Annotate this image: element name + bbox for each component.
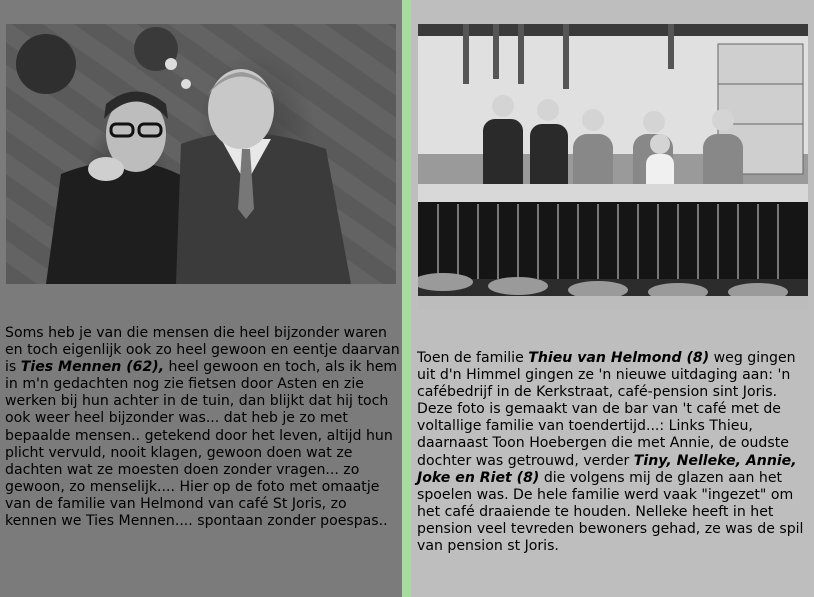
panel-divider [402,0,411,597]
right-caption [417,350,812,555]
right-caption-name-2: Tiny, Nelleke, Annie, Joke en Riet (8) [417,452,797,486]
photo-cafe-bar-family-icon [418,24,808,309]
right-caption-text-2: weg gingen uit d'n Himmel gingen ze 'n nieuwe uitdaging aan: 'n cafébedrijf in de Kerkstraat, café-pension sint Joris. Deze foto is gemaakt van de bar van 't café met de voltallige familie van toendertijd...: Links Thieu, daarnaast Toon Hoebergen die met Annie, de oudste dochter was getrouwd, verder [417,350,796,469]
right-caption-text-1: Toen de familie [417,350,529,366]
right-caption-name-1: Thieu van Helmond (8) [528,350,710,366]
photo-bar-drawing [418,24,808,309]
left-caption-text-1: Soms heb je van die mensen die heel bijzonder waren en toch eigenlijk ook zo heel gewoon en eentje daarvan is [5,325,400,376]
left-caption [5,325,400,530]
left-caption-text-2: heel gewoon en toch, als ik hem in m'n gedachten nog zie fietsen door Asten en zie werken bij hun achter in de tuin, dan blijkt dat hij toch ook weer heel bijzonder was... dat heb je zo met bepaalde mensen.. getekend door het leven, altijd hun plicht vervuld, nooit klagen, gewoon doen wat ze dachten wat ze moesten doen zonder vragen... zo gewoon, zo menselijk.... Hier op de foto met omaatje van de familie van Helmond van café St Joris, zo kennen we Ties Mennen.... spontaan zonder poespas.. [5,359,398,530]
right-caption-text-3: die volgens mij de glazen aan het spoelen was. De hele familie werd vaak "ingezet" om het café draaiende te houden. Nelleke heeft in het pension veel tevreden bewoners gehad, ze was de spil van pension st Joris. [417,469,804,555]
photo-elderly-couple-icon [6,24,396,284]
left-caption-name: Ties Mennen (62), [20,359,165,376]
photo-couple-drawing [6,24,396,284]
